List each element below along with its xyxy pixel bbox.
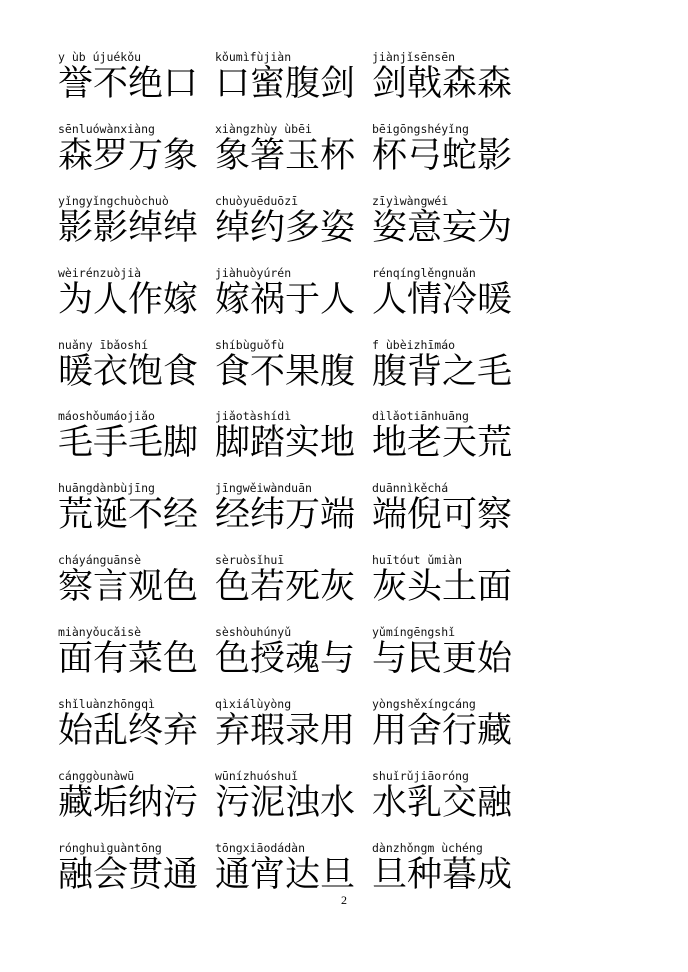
pinyin-text: dànzhǒngm ùchéng	[372, 841, 483, 855]
idiom-row	[58, 481, 658, 537]
pinyin-text: tōngxiāodádàn	[215, 841, 306, 855]
idiom-row	[58, 841, 658, 897]
hanzi-text: 荒诞不经	[58, 495, 199, 535]
hanzi-text: 经纬万端	[215, 495, 356, 535]
idiom-entry	[215, 553, 375, 609]
pinyin-text: rónghuìguàntōng	[58, 841, 162, 855]
idiom-entry	[372, 122, 532, 178]
idiom-entry	[58, 769, 218, 825]
hanzi-text: 影影绰绰	[58, 208, 199, 248]
pinyin-text: sēnluówànxiàng	[58, 122, 155, 136]
pinyin-text: nuǎny ībǎoshí	[58, 338, 149, 352]
hanzi-text: 绰约多姿	[215, 208, 356, 248]
idiom-entry	[215, 481, 375, 537]
idiom-entry	[215, 625, 375, 681]
hanzi-text: 地老天荒	[372, 423, 513, 463]
pinyin-text: f ùbèizhīmáo	[372, 338, 456, 352]
pinyin-text: zīyìwàngwéi	[372, 194, 449, 208]
pinyin-text: wūnízhuóshuǐ	[215, 769, 299, 783]
pinyin-text: jiànjǐsēnsēn	[372, 50, 456, 64]
idiom-row	[58, 553, 658, 609]
idiom-entry	[372, 194, 532, 250]
hanzi-text: 弃瑕录用	[215, 711, 356, 751]
hanzi-text: 嫁祸于人	[215, 280, 356, 320]
idiom-entry	[58, 266, 218, 322]
pinyin-text: dìlǎotiānhuāng	[372, 409, 469, 423]
pinyin-text: sèruòsǐhuī	[215, 553, 285, 567]
idiom-entry	[372, 625, 532, 681]
pinyin-text: shuǐrǔjiāoróng	[372, 769, 469, 783]
hanzi-text: 污泥浊水	[215, 783, 356, 823]
pinyin-text: shíbùguǒfù	[215, 338, 285, 352]
pinyin-text: cánggòunàwū	[58, 769, 135, 783]
idiom-entry	[58, 122, 218, 178]
idiom-row	[58, 625, 658, 681]
idiom-entry	[215, 697, 375, 753]
idiom-entry	[215, 769, 375, 825]
pinyin-text: rénqínglěngnuǎn	[372, 266, 476, 280]
page-number: 2	[341, 893, 347, 907]
hanzi-text: 剑戟森森	[372, 64, 513, 104]
hanzi-text: 口蜜腹剑	[215, 64, 356, 104]
pinyin-text: cháyánguānsè	[58, 553, 142, 567]
idiom-entry	[215, 841, 375, 897]
idiom-entry	[58, 481, 218, 537]
pinyin-text: wèirénzuòjià	[58, 266, 142, 280]
pinyin-text: y ùb újuékǒu	[58, 50, 142, 64]
pinyin-text: yǔmíngēngshǐ	[372, 625, 456, 639]
pinyin-text: kǒumìfùjiàn	[215, 50, 292, 64]
idiom-row	[58, 194, 658, 250]
hanzi-text: 脚踏实地	[215, 423, 356, 463]
hanzi-text: 察言观色	[58, 567, 199, 607]
idiom-entry	[372, 50, 532, 106]
hanzi-text: 毛手毛脚	[58, 423, 199, 463]
pinyin-text: huītóut ǔmiàn	[372, 553, 463, 567]
idiom-entry	[58, 553, 218, 609]
idiom-entry	[58, 50, 218, 106]
hanzi-text: 象箸玉杯	[215, 136, 356, 176]
pinyin-text: qìxiálùyòng	[215, 697, 292, 711]
idiom-row	[58, 50, 658, 106]
idiom-entry	[58, 841, 218, 897]
hanzi-text: 为人作嫁	[58, 280, 199, 320]
idiom-row	[58, 122, 658, 178]
hanzi-text: 色若死灰	[215, 567, 356, 607]
hanzi-text: 姿意妄为	[372, 208, 513, 248]
pinyin-text: jiǎotàshídì	[215, 409, 292, 423]
idiom-entry	[215, 409, 375, 465]
hanzi-text: 水乳交融	[372, 783, 513, 823]
hanzi-text: 通宵达旦	[215, 855, 356, 895]
idiom-entry	[58, 697, 218, 753]
idiom-entry	[58, 625, 218, 681]
pinyin-text: shǐluànzhōngqì	[58, 697, 155, 711]
pinyin-text: chuòyuēduōzī	[215, 194, 299, 208]
hanzi-text: 始乱终弃	[58, 711, 199, 751]
pinyin-text: jiàhuòyúrén	[215, 266, 292, 280]
hanzi-text: 融会贯通	[58, 855, 199, 895]
hanzi-text: 食不果腹	[215, 352, 356, 392]
hanzi-text: 灰头土面	[372, 567, 513, 607]
hanzi-text: 端倪可察	[372, 495, 513, 535]
idiom-row	[58, 409, 658, 465]
idiom-row	[58, 266, 658, 322]
idiom-entry	[372, 266, 532, 322]
hanzi-text: 藏垢纳污	[58, 783, 199, 823]
hanzi-text: 腹背之毛	[372, 352, 513, 392]
hanzi-text: 用舍行藏	[372, 711, 513, 751]
pinyin-text: yǐngyǐngchuòchuò	[58, 194, 169, 208]
idiom-entry	[372, 338, 532, 394]
idiom-row	[58, 769, 658, 825]
idiom-entry	[215, 122, 375, 178]
hanzi-text: 誉不绝口	[58, 64, 199, 104]
idiom-entry	[215, 50, 375, 106]
idiom-entry	[58, 194, 218, 250]
pinyin-text: jīngwěiwànduān	[215, 481, 312, 495]
pinyin-text: huāngdànbùjīng	[58, 481, 155, 495]
pinyin-text: duānnìkěchá	[372, 481, 449, 495]
pinyin-text: miànyǒucǎisè	[58, 625, 142, 639]
idiom-entry	[215, 338, 375, 394]
idiom-row	[58, 338, 658, 394]
hanzi-text: 杯弓蛇影	[372, 136, 513, 176]
idiom-entry	[215, 194, 375, 250]
hanzi-text: 森罗万象	[58, 136, 199, 176]
pinyin-text: sèshòuhúnyǔ	[215, 625, 292, 639]
idiom-entry	[215, 266, 375, 322]
idiom-entry	[372, 769, 532, 825]
pinyin-text: máoshǒumáojiǎo	[58, 409, 155, 423]
pinyin-text: xiàngzhùy ùbēi	[215, 122, 312, 136]
idiom-entry	[372, 841, 532, 897]
idiom-entry	[58, 409, 218, 465]
hanzi-text: 旦种暮成	[372, 855, 513, 895]
hanzi-text: 面有菜色	[58, 639, 199, 679]
idiom-entry	[372, 697, 532, 753]
idiom-entry	[58, 338, 218, 394]
idiom-entry	[372, 553, 532, 609]
idiom-entry	[372, 409, 532, 465]
hanzi-text: 与民更始	[372, 639, 513, 679]
hanzi-text: 暖衣饱食	[58, 352, 199, 392]
hanzi-text: 色授魂与	[215, 639, 356, 679]
idiom-entry	[372, 481, 532, 537]
hanzi-text: 人情冷暖	[372, 280, 513, 320]
idiom-row	[58, 697, 658, 753]
pinyin-text: yòngshěxíngcáng	[372, 697, 476, 711]
pinyin-text: bēigōngshéyǐng	[372, 122, 469, 136]
